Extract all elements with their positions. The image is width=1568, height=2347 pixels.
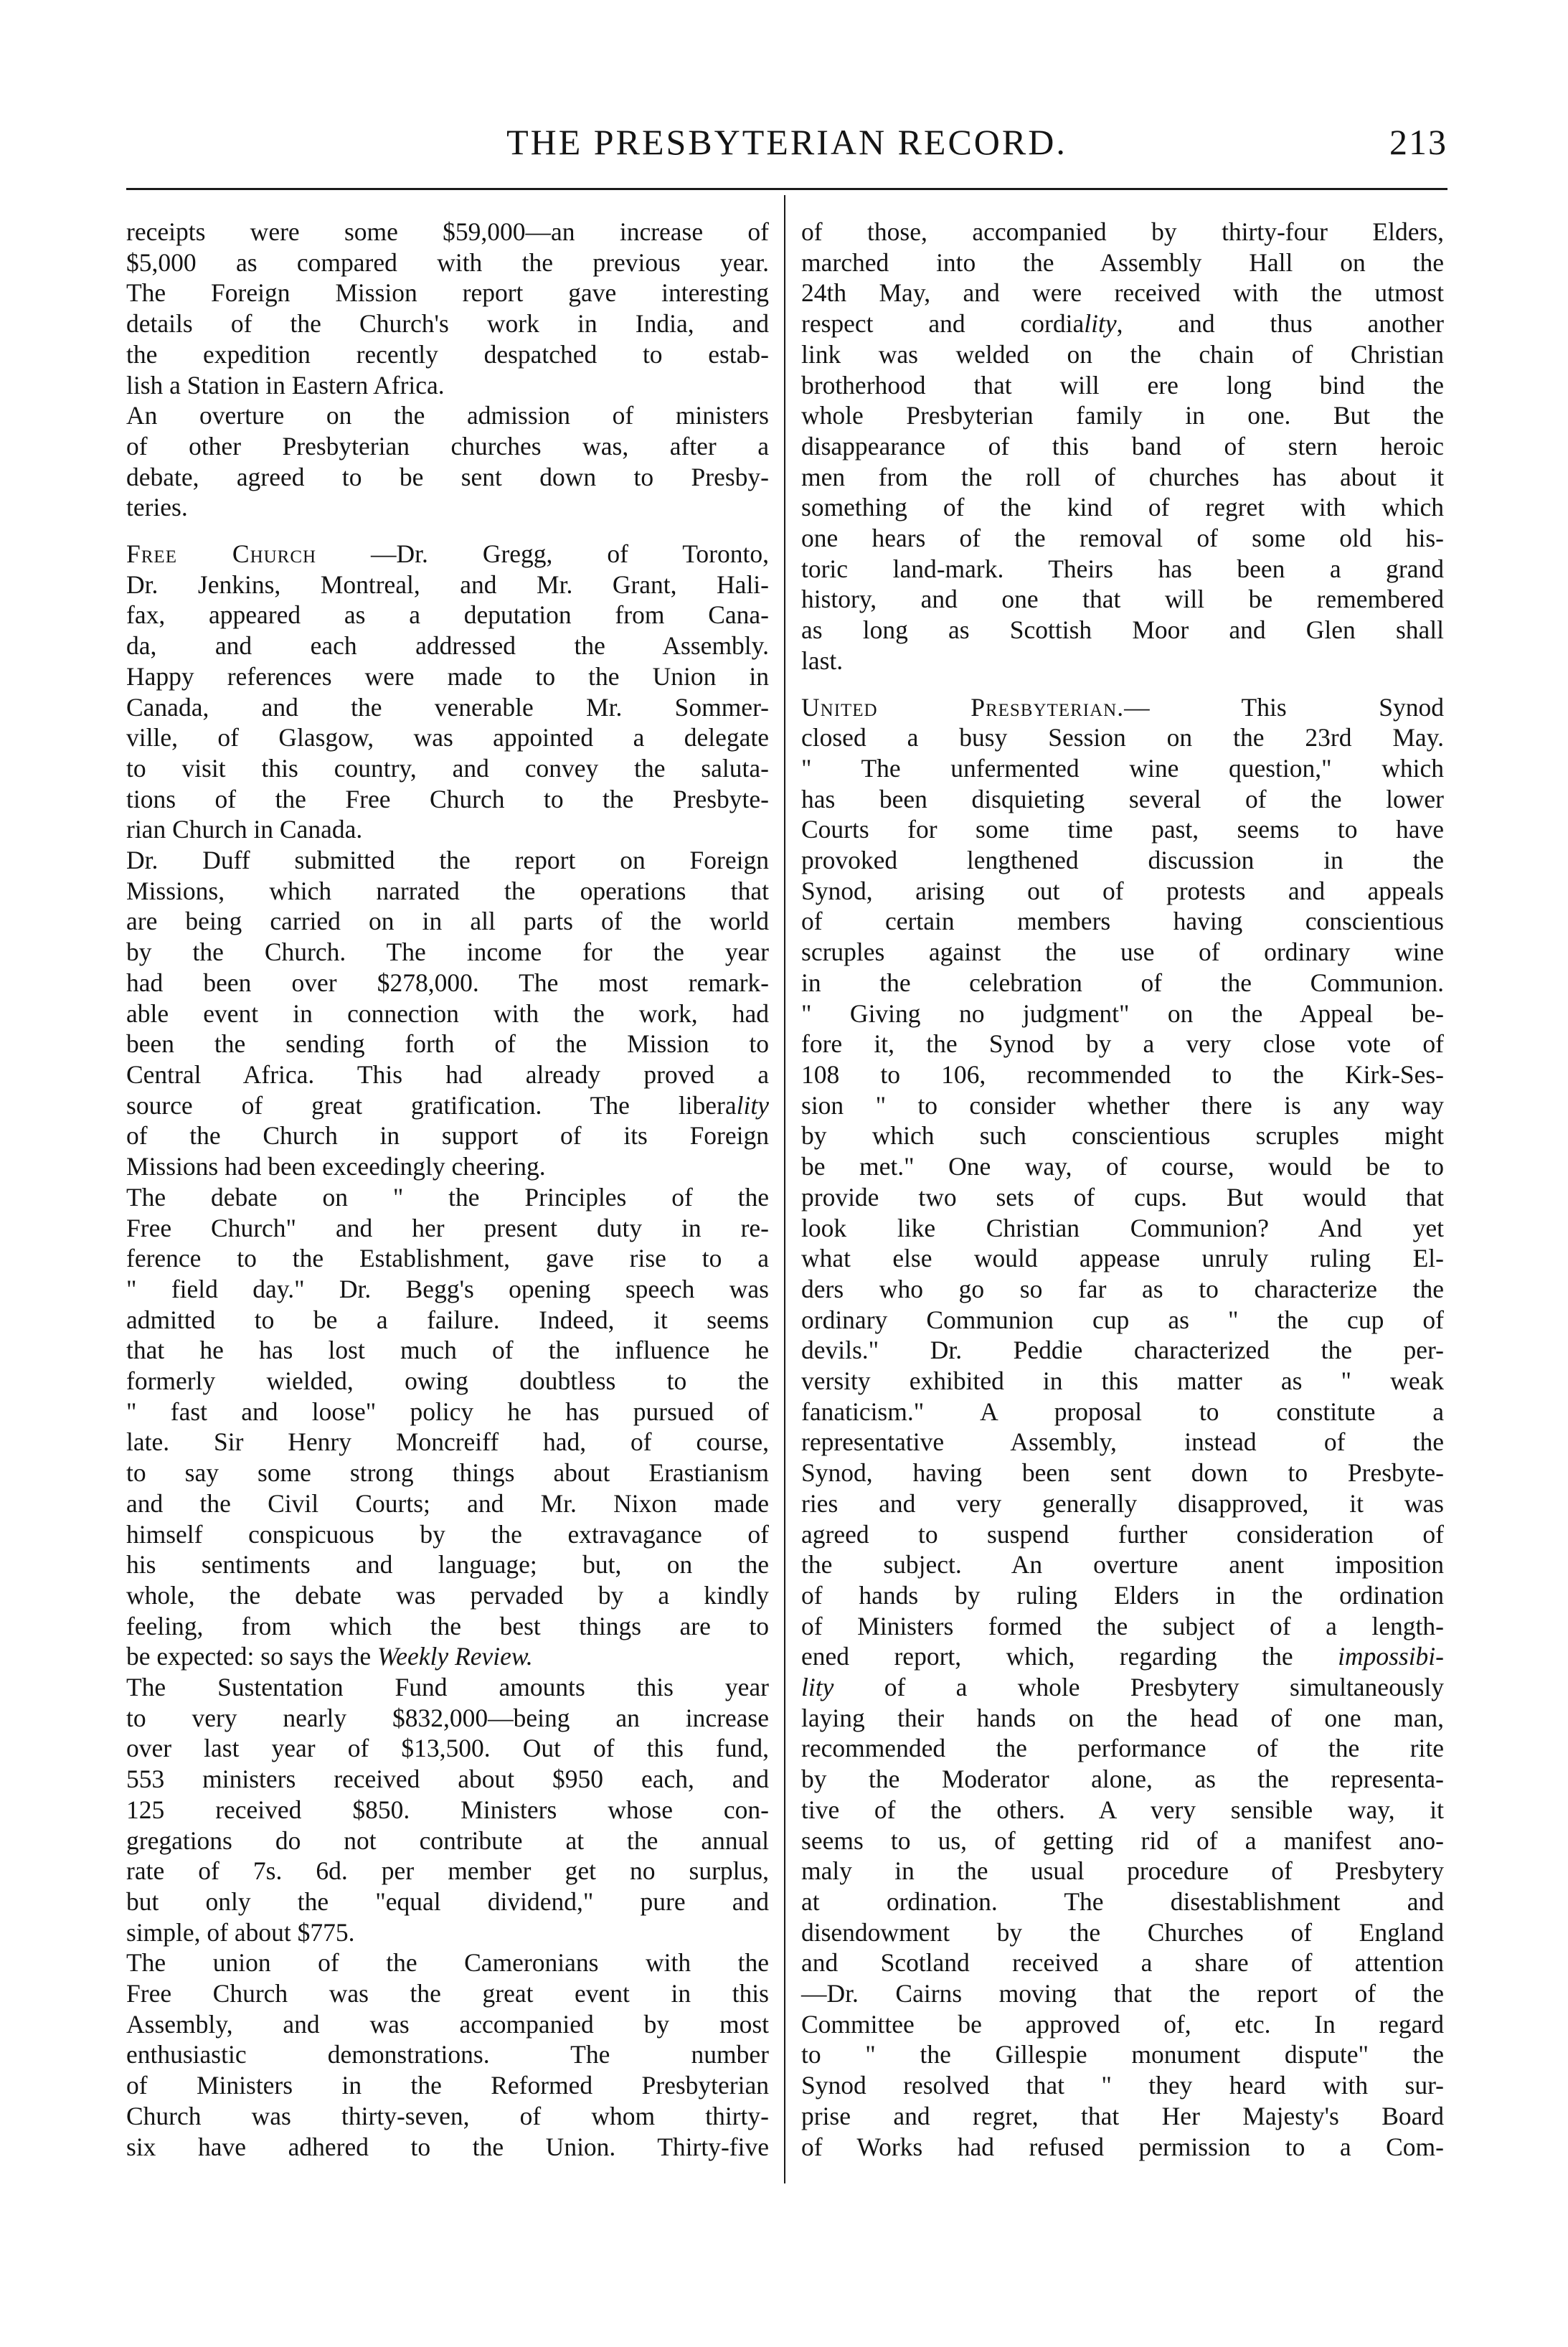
text-line: closed a busy Session on the 23rd May.	[801, 723, 1444, 752]
text-line: late. Sir Henry Moncreiff had, of course,	[126, 1427, 769, 1457]
text-line: enthusiastic demonstrations. The number	[126, 2040, 769, 2069]
text-line: by the Church. The income for the year	[126, 938, 769, 967]
text-line: to visit this country, and convey the saluta-	[126, 753, 769, 783]
text-line: —Dr. Cairns moving that the report of the	[801, 1979, 1444, 2008]
text-line: of hands by ruling Elders in the ordination	[801, 1580, 1444, 1610]
text-line: " fast and loose" policy he has pursued of	[126, 1397, 769, 1426]
text-line: of Ministers formed the subject of a length-	[801, 1611, 1444, 1640]
text-line: link was welded on the chain of Christian	[801, 339, 1444, 369]
text-line: been the sending forth of the Mission to	[126, 1029, 769, 1059]
text-line: feeling, from which the best things are to	[126, 1611, 769, 1640]
text-line: whole Presbyterian family in one. But the	[801, 401, 1444, 430]
text-line: fore it, the Synod by a very close vote of	[801, 1029, 1444, 1059]
text-line: tive of the others. A very sensible way, it	[801, 1795, 1444, 1824]
text-line: of certain members having conscientious	[801, 907, 1444, 936]
text-line: 125 received $850. Ministers whose con-	[126, 1795, 769, 1824]
text-line: 553 ministers received about $950 each, and	[126, 1765, 769, 1794]
text-line: as long as Scottish Moor and Glen shall	[801, 615, 1444, 645]
text-line: in the celebration of the Communion.	[801, 968, 1444, 997]
text-line: sion " to consider whether there is any way	[801, 1090, 1444, 1120]
text-line: to very nearly $832,000—being an increase	[126, 1703, 769, 1732]
text-line: be met." One way, of course, would be to	[801, 1152, 1444, 1181]
text-line: simple, of about $775.	[126, 1917, 355, 1947]
text-line: tions of the Free Church to the Presbyte-	[126, 784, 769, 813]
page-number: 213	[1389, 122, 1447, 162]
text-line: ries and very generally disapproved, it was	[801, 1488, 1444, 1518]
text-line: fanaticism." A proposal to constitute a	[801, 1397, 1444, 1426]
text-line: and the Civil Courts; and Mr. Nixon made	[126, 1488, 769, 1518]
text-line: the subject. An overture anent imposition	[801, 1550, 1444, 1579]
section-lead: United Presbyterian.	[801, 692, 1125, 722]
text-line: to say some strong things about Erastianism	[126, 1458, 769, 1488]
text-line: The union of the Cameronians with the	[126, 1948, 769, 1978]
text-line: formerly wielded, owing doubtless to the	[126, 1366, 769, 1396]
header-rule	[126, 188, 1447, 190]
text-line: Missions had been exceedingly cheering.	[126, 1152, 546, 1181]
text-line: one hears of the removal of some old his-	[801, 524, 1444, 553]
text-line: himself conspicuous by the extravagance of	[126, 1519, 769, 1549]
text-line: are being carried on in all parts of the world	[126, 907, 769, 936]
text-line: ened report, which, regarding the impossibi-	[801, 1642, 1444, 1671]
text-line: had been over $278,000. The most remark-	[126, 968, 769, 997]
text-line: Church was thirty-seven, of whom thirty-	[126, 2101, 769, 2130]
text-line: brotherhood that will ere long bind the	[801, 370, 1444, 400]
text-line: scruples against the use of ordinary wine	[801, 938, 1444, 967]
text-line: ville, of Glasgow, was appointed a delegate	[126, 723, 769, 752]
text-line: Assembly, and was accompanied by most	[126, 2009, 769, 2039]
text-line: six have adhered to the Union. Thirty-five	[126, 2132, 769, 2161]
text-line: 108 to 106, recommended to the Kirk-Ses-	[801, 1059, 1444, 1089]
text-line: teries.	[126, 493, 188, 522]
text-line: of Ministers in the Reformed Presbyterian	[126, 2071, 769, 2100]
text-line: The debate on " the Principles of the	[126, 1182, 769, 1212]
text-line: laying their hands on the head of one man,	[801, 1703, 1444, 1732]
text-line: men from the roll of churches has about it	[801, 462, 1444, 491]
text-line: able event in connection with the work, had	[126, 998, 769, 1028]
section-lead: Free Church	[126, 539, 317, 569]
text-line: maly in the usual procedure of Presbytery	[801, 1856, 1444, 1886]
text-line: details of the Church's work in India, and	[126, 309, 769, 339]
text-line: ference to the Establishment, gave rise to a	[126, 1244, 769, 1273]
text-line: Synod resolved that " they heard with sur-	[801, 2071, 1444, 2100]
text-line: over last year of $13,500. Out of this fund,	[126, 1734, 769, 1763]
text-line: whole, the debate was pervaded by a kindly	[126, 1580, 769, 1610]
text-line: Committee be approved of, etc. In regard	[801, 2009, 1444, 2039]
text-line: has been disquieting several of the lower	[801, 784, 1444, 813]
text-line: recommended the performance of the rite	[801, 1734, 1444, 1763]
text-line: " field day." Dr. Begg's opening speech was	[126, 1274, 769, 1303]
text-line: versity exhibited in this matter as " weak	[801, 1366, 1444, 1396]
text-line: lity of a whole Presbytery simultaneously	[801, 1673, 1444, 1702]
text-line: that he has lost much of the influence he	[126, 1336, 769, 1365]
text-line: source of great gratification. The liberality	[126, 1090, 769, 1120]
text-line: debate, agreed to be sent down to Presby-	[126, 462, 769, 491]
text-line: Dr. Jenkins, Montreal, and Mr. Grant, Hali-	[126, 570, 769, 599]
left-column	[126, 217, 769, 2162]
text-line: Free Church" and her present duty in re-	[126, 1213, 769, 1242]
text-line: be expected: so says the Weekly Review.	[126, 1642, 533, 1671]
text-line: devils." Dr. Peddie characterized the per-	[801, 1336, 1444, 1365]
text-line: at ordination. The disestablishment and	[801, 1886, 1444, 1916]
text-line: to " the Gillespie monument dispute" the	[801, 2040, 1444, 2069]
text-line: The Foreign Mission report gave interesting	[126, 278, 769, 308]
text-line: and Scotland received a share of attention	[801, 1948, 1444, 1978]
text-line: An overture on the admission of ministers	[126, 401, 769, 430]
text-line: $5,000 as compared with the previous year.	[126, 247, 769, 277]
text-line: but only the "equal dividend," pure and	[126, 1886, 769, 1916]
text-line: the expedition recently despatched to estab-	[126, 339, 769, 369]
column-divider	[784, 195, 785, 2183]
text-line: marched into the Assembly Hall on the	[801, 247, 1444, 277]
text-line: Synod, having been sent down to Presbyte-	[801, 1458, 1444, 1488]
text-line: of the Church in support of its Foreign	[126, 1121, 769, 1151]
text-line: Dr. Duff submitted the report on Foreign	[126, 846, 769, 875]
text-line: Free Church was the great event in this	[126, 1979, 769, 2008]
text-line: Canada, and the venerable Mr. Sommer-	[126, 692, 769, 722]
text-line: Central Africa. This had already proved a	[126, 1059, 769, 1089]
text-line: of other Presbyterian churches was, after a	[126, 431, 769, 461]
text-line: Missions, which narrated the operations that	[126, 876, 769, 905]
text-line: provide two sets of cups. But would that	[801, 1182, 1444, 1212]
text-line: agreed to suspend further consideration of	[801, 1519, 1444, 1549]
text-line: last.	[801, 646, 844, 675]
text-line: Synod, arising out of protests and appeals	[801, 876, 1444, 905]
text-line: ordinary Communion cup as " the cup of	[801, 1305, 1444, 1334]
running-title: THE PRESBYTERIAN RECORD.	[506, 122, 1067, 162]
text-line: seems to us, of getting rid of a manifest ano-	[801, 1826, 1444, 1855]
text-line: his sentiments and language; but, on the	[126, 1550, 769, 1579]
text-line: something of the kind of regret with which	[801, 493, 1444, 522]
text-line: gregations do not contribute at the annual	[126, 1826, 769, 1855]
text-line: 24th May, and were received with the utmost	[801, 278, 1444, 308]
text-line: Happy references were made to the Union in	[126, 661, 769, 691]
text-line: lish a Station in Eastern Africa.	[126, 370, 445, 400]
text-line: toric land-mark. Theirs has been a grand	[801, 554, 1444, 583]
text-line: of those, accompanied by thirty-four Elders,	[801, 217, 1444, 246]
text-line: of Works had refused permission to a Com-	[801, 2132, 1444, 2161]
text-line: Free Church —Dr. Gregg, of Toronto,	[126, 539, 769, 569]
text-line: da, and each addressed the Assembly.	[126, 631, 769, 661]
text-line: look like Christian Communion? And yet	[801, 1213, 1444, 1242]
text-line: history, and one that will be remembered	[801, 585, 1444, 614]
text-line: receipts were some $59,000—an increase of	[126, 217, 769, 246]
text-line: disappearance of this band of stern heroic	[801, 431, 1444, 461]
text-line: The Sustentation Fund amounts this year	[126, 1673, 769, 1702]
text-line: admitted to be a failure. Indeed, it seems	[126, 1305, 769, 1334]
text-line: representative Assembly, instead of the	[801, 1427, 1444, 1457]
text-line: by which such conscientious scruples might	[801, 1121, 1444, 1151]
text-line: fax, appeared as a deputation from Cana-	[126, 600, 769, 630]
text-line: by the Moderator alone, as the representa-	[801, 1765, 1444, 1794]
text-line: " The unfermented wine question," which	[801, 753, 1444, 783]
text-line: respect and cordiality, and thus another	[801, 309, 1444, 339]
text-line: United Presbyterian.— This Synod	[801, 692, 1445, 722]
text-line: what else would appease unruly ruling El-	[801, 1244, 1444, 1273]
text-line: prise and regret, that Her Majesty's Board	[801, 2101, 1444, 2130]
text-line: " Giving no judgment" on the Appeal be-	[801, 998, 1444, 1028]
text-line: rian Church in Canada.	[126, 815, 363, 844]
right-column	[801, 217, 1444, 2162]
text-line: ders who go so far as to characterize the	[801, 1274, 1444, 1303]
text-line: disendowment by the Churches of England	[801, 1917, 1444, 1947]
page-header	[126, 121, 1447, 181]
text-line: provoked lengthened discussion in the	[801, 846, 1444, 875]
text-line: Courts for some time past, seems to have	[801, 815, 1444, 844]
text-line: rate of 7s. 6d. per member get no surplus,	[126, 1856, 769, 1886]
